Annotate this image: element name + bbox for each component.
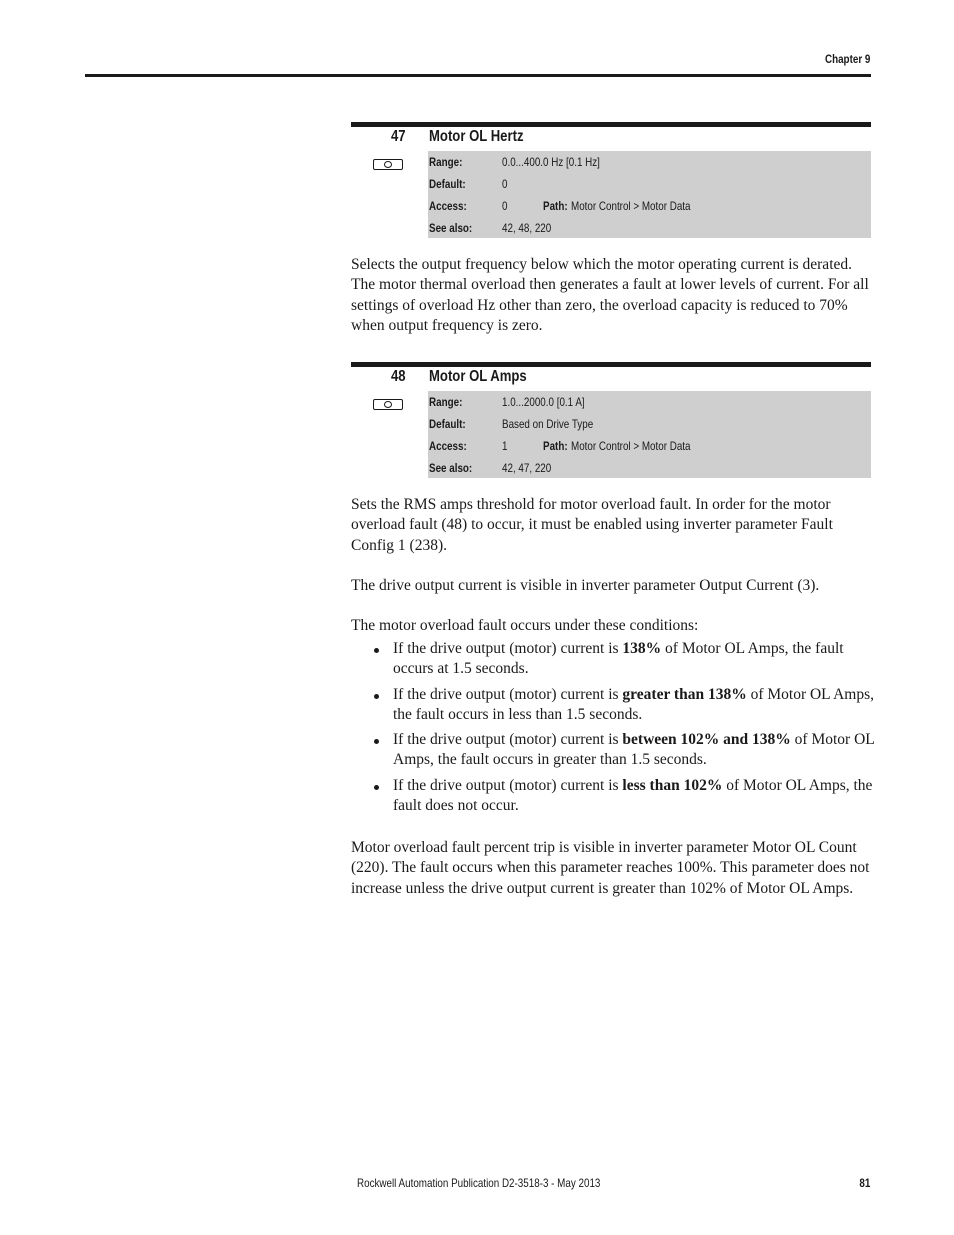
paragraph-output-current: The drive output current is visible in inverter parameter Output Current (3).: [351, 577, 820, 594]
range-row: [428, 391, 871, 413]
chapter-label: Chapter 9: [824, 52, 870, 66]
bullet-icon: [374, 648, 379, 653]
parameter-name: Motor OL Hertz: [429, 128, 524, 145]
paragraph-motor-ol-hertz: Selects the output frequency below which the motor operating current is derated. The motor thermal overload then generates a fault at lower levels of current. For all settings of overload Hz other than zero, the overload capacity is reduced to 70% when output frequency is zero.: [351, 256, 869, 334]
item-text: of Motor OL Amps, the fault does not occur.: [393, 776, 873, 815]
path-label: Path:: [543, 439, 568, 453]
default-label: Default:: [429, 177, 466, 191]
parameter-table: [428, 151, 871, 238]
page-number: 81: [859, 1176, 870, 1190]
see-also-label: See also:: [429, 461, 473, 475]
item-emphasis: less than 102%: [622, 776, 723, 794]
bullet-icon: [374, 785, 379, 790]
parameter-number: 48: [391, 368, 406, 385]
path-value: Motor Control > Motor Data: [571, 439, 691, 453]
range-value: 0.0...400.0 Hz [0.1 Hz]: [502, 155, 600, 169]
item-text: If the drive output (motor) current is: [393, 776, 623, 794]
bullet-icon: [374, 739, 379, 744]
default-value: 0: [502, 177, 508, 191]
parameter-47-block: [351, 122, 871, 235]
list-item: [351, 776, 876, 817]
see-also-row: [428, 217, 871, 239]
item-text: If the drive output (motor) current is: [393, 731, 623, 749]
path-label: Path:: [543, 199, 568, 213]
access-value: 0: [502, 199, 508, 213]
default-label: Default:: [429, 417, 466, 431]
default-row: [428, 413, 871, 435]
bullet-icon: [374, 694, 379, 699]
range-value: 1.0...2000.0 [0.1 A]: [502, 395, 585, 409]
conditions-list: [351, 639, 876, 821]
item-text: of Motor OL Amps, the fault occurs in less than 1.5 seconds.: [393, 685, 875, 723]
camera-icon: [373, 399, 403, 410]
parameter-table: [428, 391, 871, 478]
paragraph-conditions-intro: The motor overload fault occurs under these conditions:: [351, 617, 699, 634]
item-emphasis: 138%: [622, 640, 662, 657]
parameter-name: Motor OL Amps: [429, 368, 527, 385]
see-also-row: [428, 457, 871, 479]
camera-icon: [373, 159, 403, 170]
parameter-48-block: [351, 362, 871, 475]
default-row: [428, 173, 871, 195]
list-item: [351, 639, 876, 680]
item-text: If the drive output (motor) current is: [393, 640, 623, 657]
see-also-label: See also:: [429, 221, 473, 235]
parameter-rule: [351, 122, 871, 127]
range-row: [428, 151, 871, 173]
range-label: Range:: [429, 395, 463, 409]
default-value: Based on Drive Type: [502, 417, 594, 431]
item-text: If the drive output (motor) current is: [393, 685, 623, 703]
access-row: [428, 435, 871, 457]
path-value: Motor Control > Motor Data: [571, 199, 691, 213]
paragraph-ol-count: Motor overload fault percent trip is visible in inverter parameter Motor OL Count (220). The fault occurs when this parameter reaches 100%. This parameter does not increase unless the drive output current is greater than 102% of Motor OL Amps.: [351, 839, 870, 897]
item-emphasis: greater than 138%: [622, 685, 747, 703]
access-label: Access:: [429, 199, 467, 213]
parameter-rule: [351, 362, 871, 367]
item-text: of Motor OL Amps, the fault occurs at 1.5 seconds.: [393, 640, 844, 678]
access-value: 1: [502, 439, 508, 453]
paragraph-threshold: Sets the RMS amps threshold for motor overload fault. In order for the motor overload fault (48) to occur, it must be enabled using inverter parameter Fault Config 1 (238).: [351, 496, 833, 554]
parameter-number: 47: [391, 128, 406, 145]
list-item: [351, 685, 876, 726]
list-item: [351, 730, 876, 771]
item-emphasis: between 102% and 138%: [622, 731, 791, 749]
item-text: of Motor OL Amps, the fault occurs in greater than 1.5 seconds.: [393, 731, 875, 769]
see-also-value: 42, 47, 220: [502, 461, 552, 475]
footer-publication: Rockwell Automation Publication D2-3518-3 - May 2013: [357, 1176, 601, 1190]
range-label: Range:: [429, 155, 463, 169]
header-rule: [85, 74, 871, 77]
access-label: Access:: [429, 439, 467, 453]
see-also-value: 42, 48, 220: [502, 221, 552, 235]
access-row: [428, 195, 871, 217]
